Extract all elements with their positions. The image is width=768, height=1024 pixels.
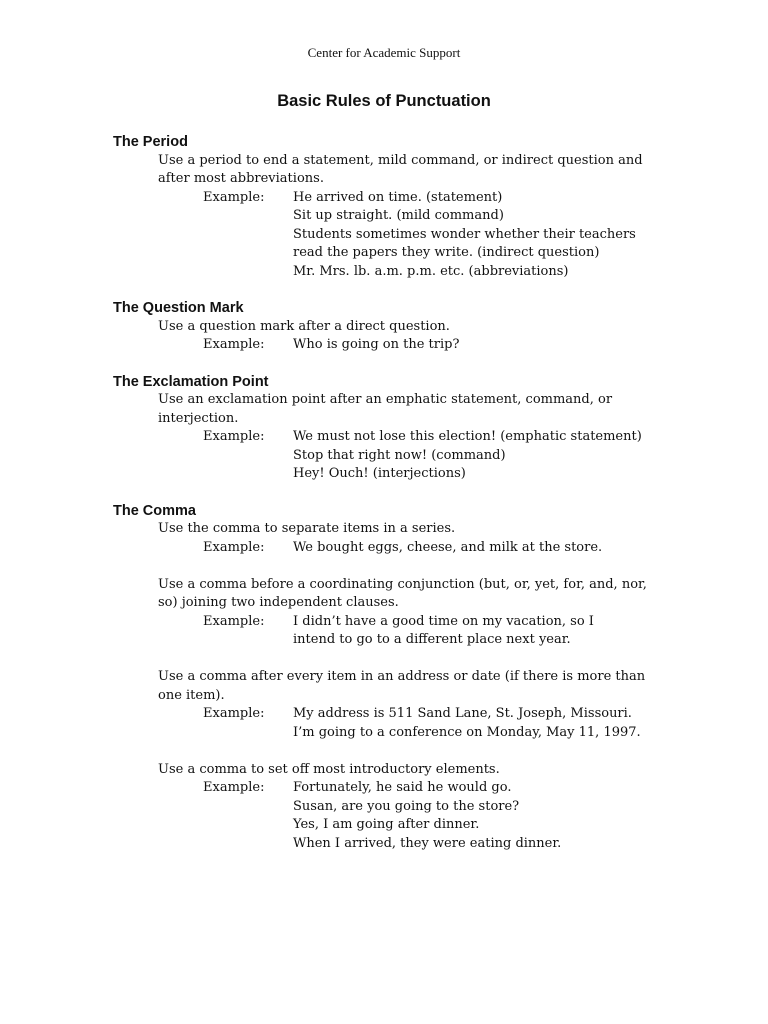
- section-heading: The Period: [113, 134, 188, 150]
- example-line: We must not lose this election! (emphatic statement): [293, 429, 642, 444]
- example-line: When I arrived, they were eating dinner.: [293, 835, 562, 851]
- example-label: Example:: [203, 337, 265, 352]
- example-line: Stop that right now! (command): [293, 447, 506, 463]
- section-comma: [113, 502, 713, 854]
- example-lines: [293, 539, 713, 558]
- document-body: [113, 133, 713, 853]
- rule-text: Use a comma after every item in an address or date (if there is more than one item).: [158, 669, 646, 703]
- example-block: [203, 336, 713, 355]
- example-label: Example:: [203, 780, 265, 795]
- page-header: Center for Academic Support: [307, 45, 461, 60]
- rule-text: Use a question mark after a direct question.: [158, 318, 450, 334]
- example-block: [203, 539, 713, 558]
- example-line: Yes, I am going after dinner.: [293, 817, 480, 832]
- spacer: [113, 355, 713, 373]
- section-heading: The Question Mark: [113, 300, 244, 316]
- example-lines: [293, 613, 713, 650]
- example-block: [203, 613, 713, 650]
- example-line: Students sometimes wonder whether their teachers: [293, 226, 636, 242]
- section-exclamation-point: [113, 373, 713, 484]
- page-title: Basic Rules of Punctuation: [277, 92, 491, 110]
- section-heading: The Comma: [113, 502, 196, 519]
- example-line: read the papers they write. (indirect question): [293, 245, 600, 260]
- example-line: Susan, are you going to the store?: [293, 798, 520, 814]
- rule-text: Use a comma to set off most introductory elements.: [158, 761, 500, 777]
- spacer: [113, 484, 713, 502]
- example-line: Fortunately, he said he would go.: [293, 780, 512, 795]
- example-label: Example:: [203, 429, 265, 444]
- example-line: Sit up straight. (mild command): [293, 208, 504, 223]
- example-line: intend to go to a different place next year.: [293, 632, 571, 647]
- rule-text: Use the comma to separate items in a series.: [158, 521, 456, 536]
- rule-text: Use an exclamation point after an emphatic statement, command, or interjection.: [158, 392, 613, 426]
- section-question-mark: [113, 299, 713, 355]
- example-label: Example:: [203, 706, 265, 721]
- example-line: Hey! Ouch! (interjections): [293, 466, 466, 481]
- example-label: Example:: [203, 189, 265, 205]
- example-line: I’m going to a conference on Monday, May 11, 1997.: [293, 724, 641, 740]
- spacer: [113, 557, 713, 576]
- rule-text: Use a period to end a statement, mild command, or indirect question and after most abbreviations.: [158, 152, 643, 186]
- example-lines: [293, 428, 713, 484]
- example-block: [203, 705, 713, 742]
- example-block: [203, 189, 713, 282]
- example-lines: [293, 336, 713, 355]
- rule-text: Use a comma before a coordinating conjunction (but, or, yet, for, and, nor, so) joining two independent clauses.: [158, 576, 647, 610]
- example-line: He arrived on time. (statement): [293, 189, 503, 205]
- section-period: [113, 133, 713, 281]
- example-line: I didn’t have a good time on my vacation, so I: [293, 613, 594, 629]
- section-heading: The Exclamation Point: [113, 373, 269, 390]
- example-line: Who is going on the trip?: [293, 337, 460, 352]
- spacer: [113, 742, 713, 761]
- example-line: We bought eggs, cheese, and milk at the store.: [293, 539, 603, 555]
- example-lines: [293, 189, 713, 282]
- example-block: [203, 428, 713, 484]
- example-label: Example:: [203, 539, 265, 555]
- example-lines: [293, 705, 713, 742]
- spacer: [113, 650, 713, 669]
- example-block: [203, 779, 713, 853]
- spacer: [113, 281, 713, 299]
- example-lines: [293, 779, 713, 853]
- example-line: My address is 511 Sand Lane, St. Joseph, Missouri.: [293, 706, 632, 721]
- example-line: Mr. Mrs. lb. a.m. p.m. etc. (abbreviations): [293, 263, 569, 279]
- example-label: Example:: [203, 613, 265, 629]
